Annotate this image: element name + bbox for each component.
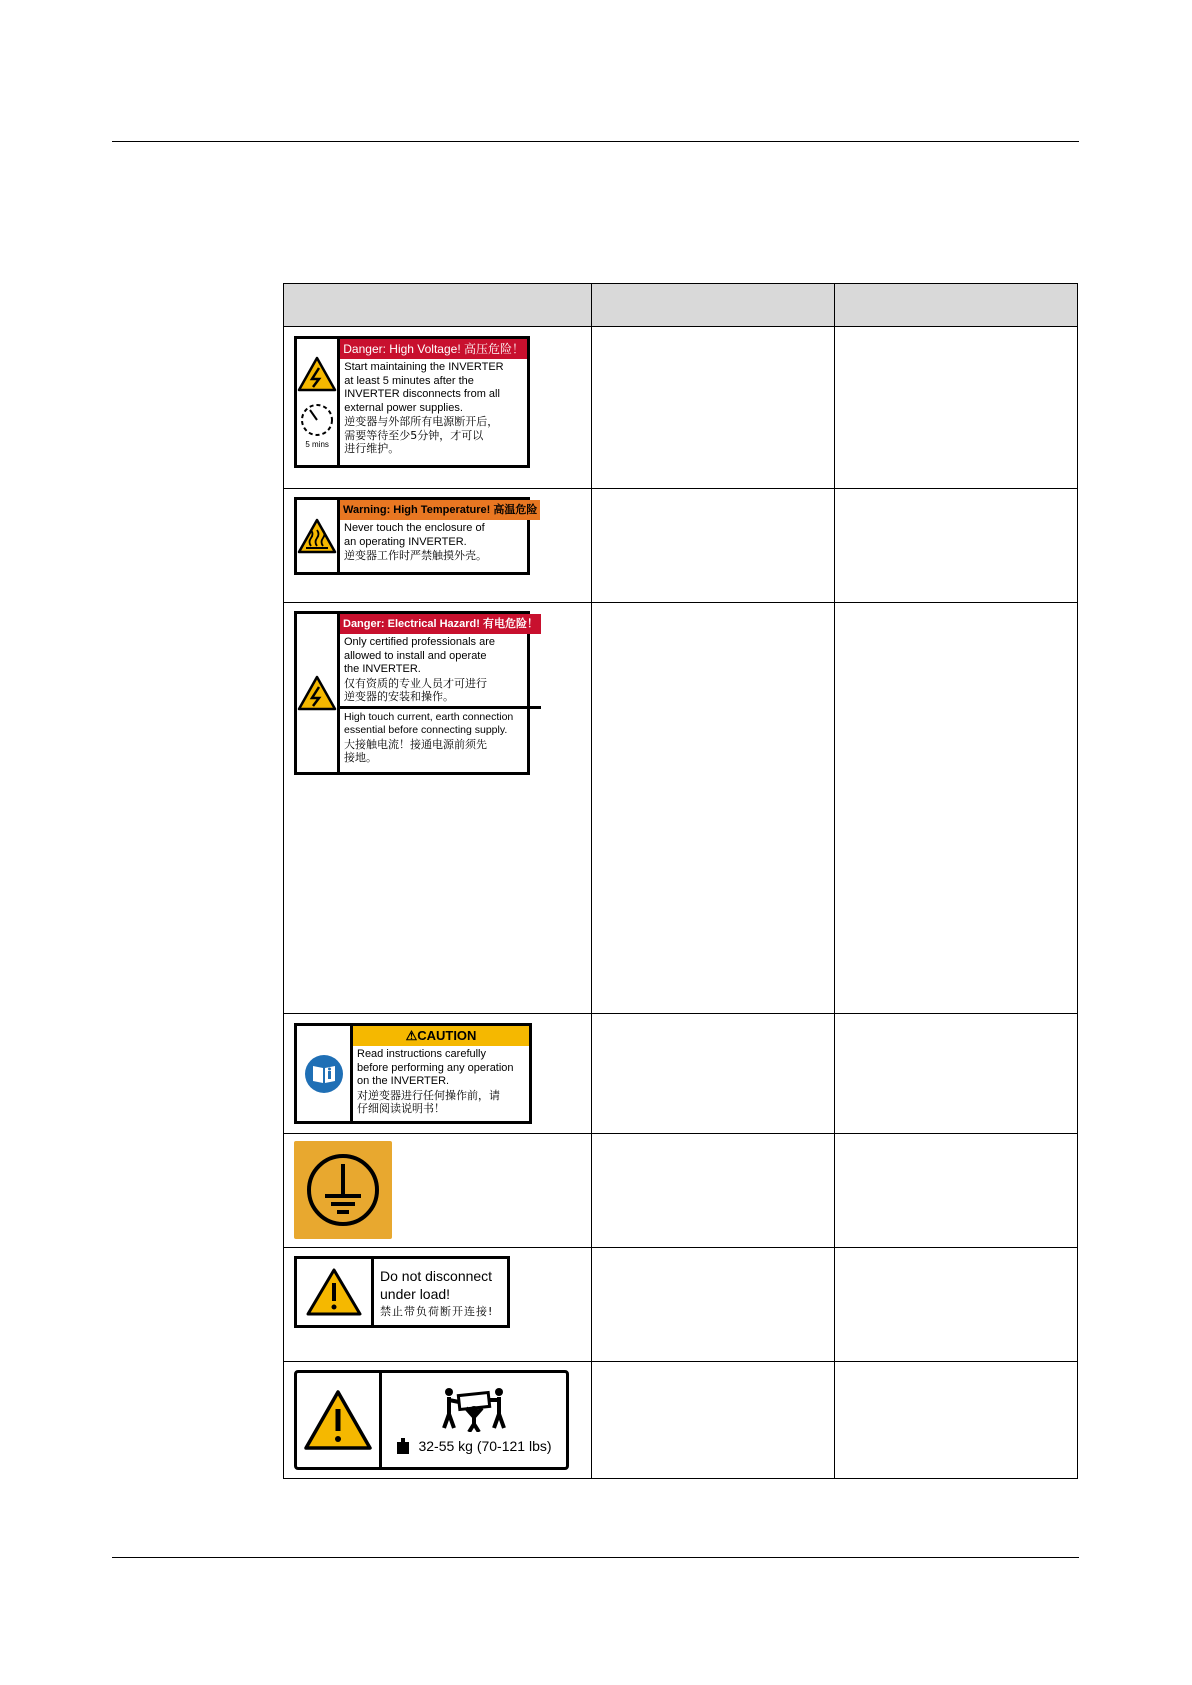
sign-text-en: INVERTER disconnects from all: [344, 388, 500, 400]
protective-earth-sign: [294, 1141, 392, 1239]
hot-surface-icon: [297, 518, 337, 554]
sign-text-cn: 需要等待至少5分钟，才可以: [344, 428, 484, 442]
label-cell: [284, 1134, 592, 1248]
header-cell: [284, 284, 592, 327]
sign-header: Danger: Electrical Hazard! 有电危险！: [340, 614, 541, 634]
sign-text-en: Read instructions carefully: [357, 1048, 487, 1060]
header-cell: [592, 284, 834, 327]
sign-text-en: under load!: [380, 1286, 451, 1302]
sign-text-en: High touch current, earth connection: [344, 710, 514, 723]
sign-header: Danger: High Voltage! 高压危险！: [340, 339, 527, 359]
sign-text-en: allowed to install and operate: [344, 649, 487, 662]
label-cell: [284, 489, 592, 603]
do-not-disconnect-sign: [294, 1256, 510, 1328]
sign-text-cn: 禁止带负荷断开连接!: [380, 1305, 494, 1318]
header-rule: [112, 141, 1079, 142]
header-cell: [834, 284, 1077, 327]
safety-labels-table: [283, 283, 1078, 1479]
sign-header: CAUTION: [417, 1028, 477, 1043]
sign-text-en: before performing any operation: [357, 1061, 514, 1074]
sign-text-en: essential before connecting supply.: [344, 724, 508, 736]
table-row: [284, 1362, 1078, 1479]
team-lift-icon: [439, 1386, 509, 1432]
caution-sign: [294, 1023, 532, 1124]
table-header-row: [284, 284, 1078, 327]
sign-text-en: on the INVERTER.: [357, 1075, 450, 1087]
sign-text-en: Start maintaining the INVERTER: [344, 361, 504, 373]
heavy-weight-sign: [294, 1370, 569, 1470]
warning-triangle-icon: [303, 1389, 373, 1451]
sign-text-en: the INVERTER.: [344, 663, 421, 675]
sign-text-cn: 仅有资质的专业人员才可进行: [344, 676, 487, 690]
table-row: [284, 489, 1078, 603]
weight-range: 32-55 kg (70-121 lbs): [418, 1438, 552, 1454]
read-manual-icon: [304, 1054, 344, 1094]
sign-text-en: Do not disconnect: [380, 1268, 493, 1284]
table-row: [284, 603, 1078, 1014]
table-row: [284, 327, 1078, 489]
sign-text-cn: 对逆变器进行任何操作前，请: [357, 1088, 500, 1102]
table-row: [284, 1248, 1078, 1362]
sign-text-cn: 大接触电流！接通电源前须先: [344, 737, 487, 751]
electrical-hazard-sign: [294, 611, 538, 775]
high-temperature-sign: [294, 497, 538, 575]
footer-rule: [112, 1557, 1079, 1558]
label-cell: [284, 603, 592, 1014]
sign-text-cn: 进行维护。: [344, 442, 400, 455]
sign-text-cn: 接地。: [344, 751, 377, 764]
warning-triangle-icon: [305, 1267, 363, 1317]
electric-hazard-icon: [297, 675, 337, 711]
protective-earth-icon: [303, 1150, 383, 1230]
sign-text-cn: 逆变器的安装和操作。: [344, 690, 454, 703]
sign-text-cn: 逆变器工作时严禁触摸外壳。: [344, 549, 487, 562]
sign-text-en: external power supplies.: [344, 401, 463, 414]
label-cell: [284, 327, 592, 489]
sign-text-en: at least 5 minutes after the: [344, 374, 474, 387]
sign-text-cn: 逆变器与外部所有电源断开后，: [344, 415, 499, 428]
warning-triangle-icon: ⚠: [405, 1028, 418, 1043]
timer-label: 5 mins: [305, 439, 329, 449]
sign-text-cn: 仔细阅读说明书！: [357, 1102, 445, 1115]
table-row: [284, 1134, 1078, 1248]
sign-header: Warning: High Temperature! 高温危险: [340, 500, 540, 520]
label-cell: [284, 1014, 592, 1134]
label-cell: [284, 1362, 592, 1479]
table-row: [284, 1014, 1078, 1134]
label-cell: [284, 1248, 592, 1362]
timer-icon: [299, 402, 335, 438]
sign-text-en: an operating INVERTER.: [344, 535, 467, 548]
sign-text-en: Never touch the enclosure of: [344, 522, 485, 534]
sign-text-en: Only certified professionals are: [344, 636, 496, 648]
weight-icon: [396, 1438, 410, 1454]
electric-hazard-icon: [297, 356, 337, 392]
high-voltage-sign: [294, 336, 530, 468]
